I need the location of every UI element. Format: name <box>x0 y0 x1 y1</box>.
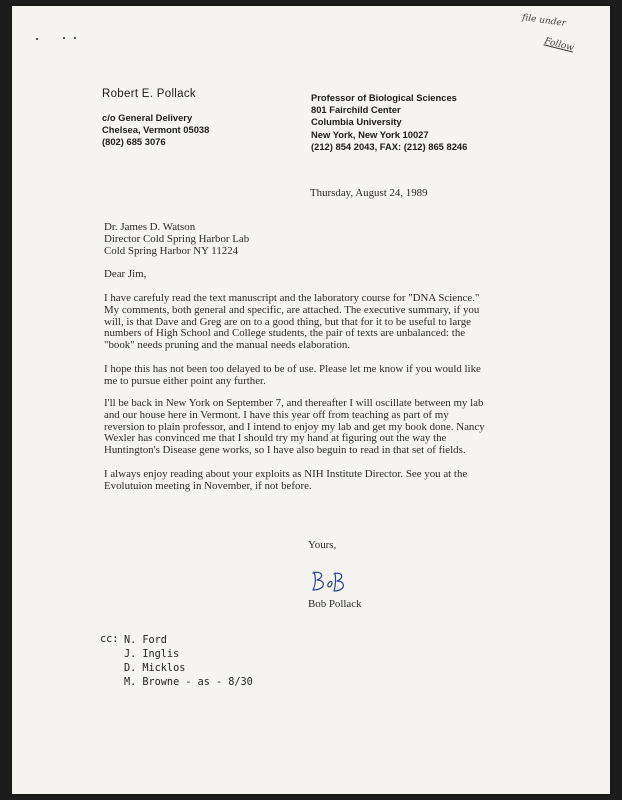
recipient-address <box>104 222 249 257</box>
cc-name: D. Micklos <box>124 663 186 674</box>
recipient-line: Director Cold Spring Harbor Lab <box>104 232 250 245</box>
paragraph-line: reversion to plain professor, and I intend to enjoy my lab and get my book done. Nancy <box>104 420 485 433</box>
closing: Yours, <box>308 539 337 551</box>
punch-mark <box>74 37 76 39</box>
cc-name: N. Ford <box>124 635 167 646</box>
punch-mark <box>36 38 38 40</box>
paragraph-line: I hope this has not been too delayed to be of use. Please let me know if you would like <box>104 363 481 375</box>
handwritten-note-line2: Follow <box>543 36 575 54</box>
paragraph-line: Wexler has convinced me that I should try my hand at figuring out the way the <box>104 432 447 445</box>
paragraph-line: "book" needs pruning and the manual needs elaboration. <box>104 339 350 352</box>
paragraph-2 <box>104 364 544 388</box>
cc-name: J. Inglis <box>124 649 180 660</box>
paragraph-line: numbers of High School and College students, the pair of texts are unbalanced: the <box>104 327 466 340</box>
letterhead-left-block <box>102 112 209 149</box>
paragraph-4 <box>104 469 544 493</box>
recipient-line: Dr. James D. Watson <box>104 221 196 233</box>
salutation: Dear Jim, <box>104 268 147 280</box>
recipient-line: Cold Spring Harbor NY 11224 <box>104 244 239 257</box>
letter-date: Thursday, August 24, 1989 <box>310 187 428 199</box>
paragraph-3 <box>104 398 544 457</box>
paragraph-line: Evolutuion meeting in November, if not before. <box>104 479 312 492</box>
letterhead-address-line: Columbia University <box>311 116 402 128</box>
paragraph-line: will, is that Dave and Greg are on to a good thing, but that for it to be useful to large <box>104 315 471 328</box>
letterhead-name: Robert E. Pollack <box>102 88 196 100</box>
signer-name: Bob Pollack <box>308 598 362 610</box>
paragraph-line: me to pursue either point any further. <box>104 374 266 387</box>
paragraph-line: I always enjoy reading about your exploits as NIH Institute Director. See you at the <box>104 468 468 480</box>
letterhead-phone-fax: (212) 854 2043, FAX: (212) 865 8246 <box>311 140 468 152</box>
letterhead-title: Professor of Biological Sciences <box>311 92 457 103</box>
paragraph-line: and our house here in Vermont. I have this year off from teaching as part of my <box>104 408 449 421</box>
letterhead-right-block <box>311 92 467 153</box>
letter-page <box>12 6 610 794</box>
punch-mark <box>63 37 65 39</box>
cc-name: M. Browne - as - 8/30 <box>124 677 253 688</box>
letterhead-address-line: c/o General Delivery <box>102 112 193 123</box>
cc-list <box>124 634 253 690</box>
letterhead-address-line: 801 Fairchild Center <box>311 104 401 116</box>
paragraph-line: Huntington's Disease gene works, so I have also beguin to read in that set of fields. <box>104 444 466 457</box>
paragraph-line: I have carefuly read the text manuscript and the laboratory course for "DNA Science." <box>104 292 480 304</box>
paragraph-line: I'll be back in New York on September 7, and thereafter I will oscillate between my lab <box>104 397 484 409</box>
letterhead-address-line: New York, New York 10027 <box>311 128 429 140</box>
paragraph-1 <box>104 293 544 352</box>
paragraph-line: My comments, both general and specific, are attached. The executive summary, if you <box>104 303 480 316</box>
cc-label: cc: <box>100 634 119 645</box>
signature <box>308 568 352 596</box>
handwritten-note-line1: file under <box>521 12 567 30</box>
letterhead-phone: (802) 685 3076 <box>102 136 166 148</box>
letterhead-address-line: Chelsea, Vermont 05038 <box>102 124 210 136</box>
